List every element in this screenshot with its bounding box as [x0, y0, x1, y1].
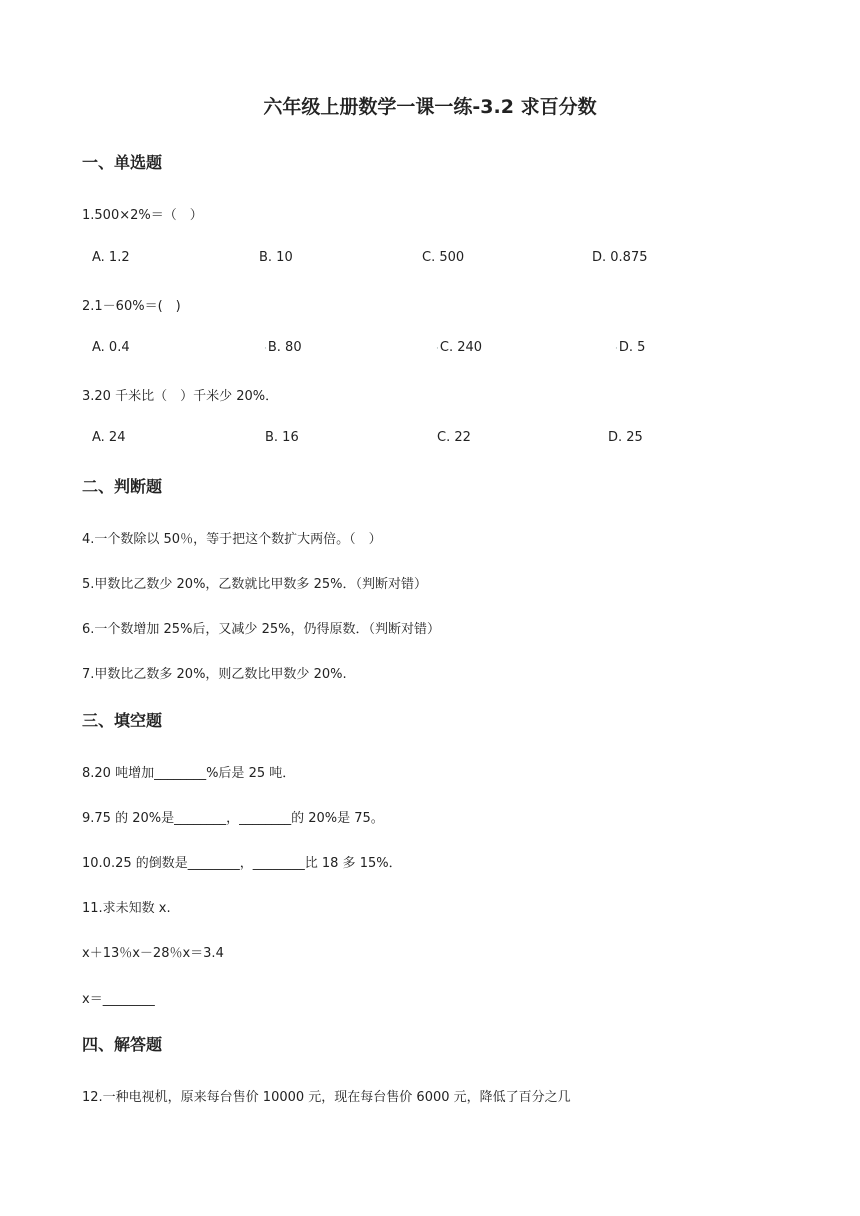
q1-option-a[interactable]: A. 1.2	[92, 250, 130, 265]
question-3: 3.20 千米比（ ）千米少 20%．	[82, 389, 279, 404]
option-marker-icon: ·	[615, 344, 618, 354]
q3-option-b[interactable]: B. 16	[265, 430, 299, 445]
question-2: 2.1－60%＝( )	[82, 299, 181, 314]
q2-option-c: C. 240	[439, 340, 483, 355]
question-10: 10.0.25 的倒数是________，________比 18 多 15%．	[82, 856, 402, 871]
option-marker-icon: ·	[436, 344, 439, 354]
q1-option-c[interactable]: C. 500	[422, 250, 465, 265]
section-heading-fill-blank: 三、填空题	[82, 711, 163, 730]
section-heading-single-choice: 一、单选题	[82, 153, 163, 172]
q2-option-d-wrap[interactable]	[615, 340, 645, 355]
q1-option-b[interactable]: B. 10	[259, 250, 293, 265]
section-heading-true-false: 二、判断题	[82, 477, 163, 496]
q2-option-c-wrap[interactable]	[436, 340, 482, 355]
question-7: 7.甲数比乙数多 20%，则乙数比甲数少 20%.	[82, 667, 347, 682]
question-11-equation: x＋13％x－28％x＝3.4	[82, 946, 224, 961]
q3-option-d[interactable]: D. 25	[608, 430, 643, 445]
q2-option-a[interactable]: A. 0.4	[92, 340, 130, 355]
question-11: 11.求未知数 x.	[82, 901, 171, 916]
q3-option-c[interactable]: C. 22	[437, 430, 471, 445]
question-9: 9.75 的 20%是________，________的 20%是 75。	[82, 811, 384, 826]
q2-option-d: D. 5	[618, 340, 646, 355]
q2-option-b-wrap[interactable]	[264, 340, 302, 355]
q2-option-b: B. 80	[267, 340, 302, 355]
q3-option-a[interactable]: A. 24	[92, 430, 126, 445]
option-marker-icon: ·	[264, 344, 267, 354]
question-5: 5.甲数比乙数少 20%，乙数就比甲数多 25%．（判断对错）	[82, 577, 427, 592]
q1-option-d[interactable]: D. 0.875	[592, 250, 648, 265]
page-title: 六年级上册数学一课一练-3.2 求百分数	[263, 96, 597, 118]
question-11-answer: x＝________	[82, 992, 155, 1007]
question-1: 1.500×2%＝（ ）	[82, 208, 203, 223]
question-4: 4.一个数除以 50％，等于把这个数扩大两倍。（ ）	[82, 532, 382, 547]
section-heading-solution: 四、解答题	[82, 1035, 163, 1054]
question-8: 8.20 吨增加________%后是 25 吨．	[82, 766, 296, 781]
question-6: 6.一个数增加 25%后，又减少 25%，仍得原数．（判断对错）	[82, 622, 440, 637]
question-12: 12.一种电视机，原来每台售价 10000 元，现在每台售价 6000 元，降低了百分之几	[82, 1090, 571, 1105]
